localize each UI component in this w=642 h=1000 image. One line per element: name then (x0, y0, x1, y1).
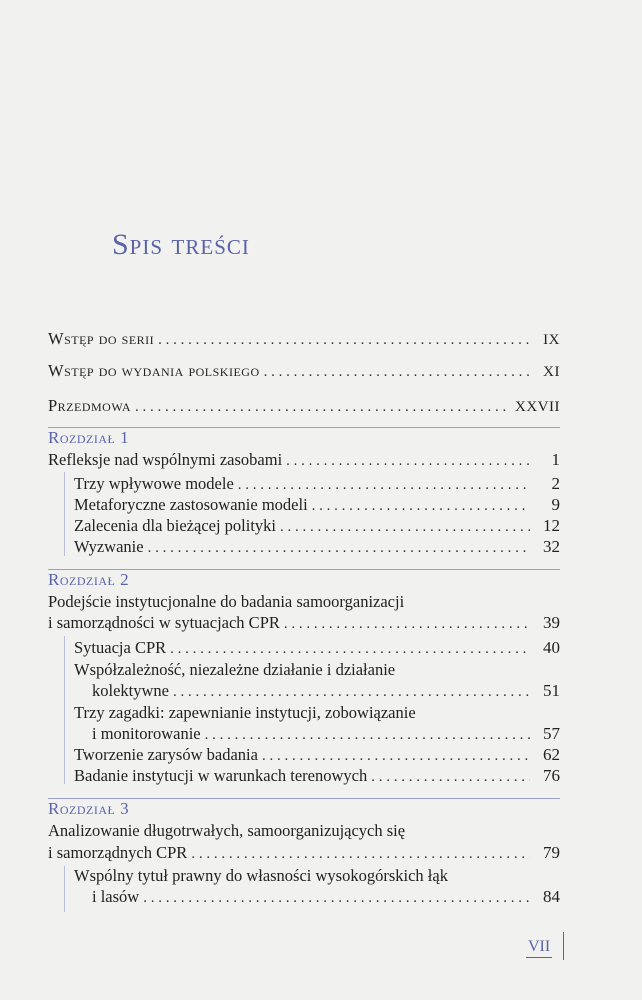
toc-entry-page: 40 (543, 638, 560, 657)
toc-entry-label: Współzależność, niezależne działanie i działanie (74, 660, 396, 679)
toc-entry-label: i lasów (92, 887, 140, 906)
section-rule (64, 636, 65, 784)
leader-dots (205, 724, 530, 745)
toc-entry-chapter-3[interactable] (48, 843, 560, 864)
toc-entry-label: i samorządności w sytuacjach CPR (48, 613, 280, 632)
toc-subentry[interactable] (74, 516, 560, 537)
toc-entry-page: 62 (543, 745, 560, 764)
toc-entry-label: kolektywne (92, 681, 169, 700)
toc-entry-page: 79 (543, 843, 560, 862)
toc-entry-page: 57 (543, 724, 560, 743)
leader-dots (264, 361, 530, 382)
toc-entry-front-2[interactable] (48, 361, 560, 382)
toc-entry-label: i samorządnych CPR (48, 843, 188, 862)
toc-subentry[interactable] (74, 638, 560, 659)
toc-entry-label: Wyzwanie (74, 537, 144, 556)
leader-dots (312, 495, 530, 516)
toc-subentry[interactable] (74, 537, 560, 558)
folio-rule (563, 932, 564, 960)
toc-entry-chapter-1[interactable] (48, 450, 560, 471)
leader-dots (280, 516, 530, 537)
toc-entry-label: Refleksje nad wspólnymi zasobami (48, 450, 283, 469)
leader-dots (143, 887, 530, 908)
toc-entry-page: 32 (543, 537, 560, 556)
chapter-heading-2: Rozdział 2 (48, 570, 130, 589)
toc-entry-label: Metaforyczne zastosowanie modeli (74, 495, 308, 514)
toc-entry-label: Sytuacja CPR (74, 638, 167, 657)
toc-entry-page: 39 (543, 613, 560, 632)
toc-entry-page: 84 (543, 887, 560, 906)
leader-dots (286, 450, 530, 471)
leader-dots (158, 329, 530, 350)
toc-subentry[interactable] (92, 724, 560, 745)
toc-entry-label: Przedmowa (48, 396, 132, 415)
page-number: VII (526, 938, 552, 958)
toc-entry-page: 51 (543, 681, 560, 700)
toc-entry-label: i monitorowanie (92, 724, 201, 743)
toc-entry-label: Trzy zagadki: zapewnianie instytucji, zobowiązanie (74, 703, 416, 722)
leader-dots (170, 638, 530, 659)
toc-entry-page: 9 (551, 495, 560, 514)
chapter-heading-3: Rozdział 3 (48, 799, 130, 818)
leader-dots (238, 474, 530, 495)
toc-entry-front-1[interactable] (48, 329, 560, 350)
leader-dots (371, 766, 530, 787)
toc-entry-page: 1 (551, 450, 560, 469)
section-rule (64, 472, 65, 556)
toc-subentry[interactable] (74, 745, 560, 766)
toc-entry-page: 12 (543, 516, 560, 535)
toc-entry-label: Wstęp do serii (48, 329, 155, 348)
toc-entry-chapter-2[interactable] (48, 613, 560, 634)
toc-entry-page: IX (543, 332, 560, 348)
toc-entry-label: Analizowanie długotrwałych, samoorganizujących się (48, 821, 406, 840)
toc-entry-label: Wstęp do wydania polskiego (48, 361, 260, 380)
toc-entry-label: Wspólny tytuł prawny do własności wysokogórskich łąk (74, 866, 448, 885)
toc-entry-page: 76 (543, 766, 560, 785)
toc-entry-page: XI (543, 364, 560, 380)
toc-subentry[interactable] (74, 474, 560, 495)
toc-entry-front-3[interactable] (48, 396, 560, 417)
toc-entry-label: Podejście instytucjonalne do badania samoorganizacji (48, 592, 405, 611)
chapter-heading-1: Rozdział 1 (48, 428, 130, 447)
leader-dots (135, 396, 511, 417)
section-rule (64, 866, 65, 912)
leader-dots (284, 613, 530, 634)
toc-entry-label: Tworzenie zarysów badania (74, 745, 258, 764)
toc-subentry[interactable] (92, 681, 560, 702)
leader-dots (262, 745, 530, 766)
leader-dots (173, 681, 530, 702)
toc-entry-label: Badanie instytucji w warunkach terenowych (74, 766, 368, 785)
toc-subentry[interactable] (74, 495, 560, 516)
toc-entry-label: Trzy wpływowe modele (74, 474, 234, 493)
toc-entry-label: Zalecenia dla bieżącej polityki (74, 516, 277, 535)
toc-subentry[interactable] (92, 887, 560, 908)
leader-dots (148, 537, 530, 558)
toc-subentry[interactable] (74, 766, 560, 787)
toc-entry-page: XXVII (515, 399, 560, 415)
page-title: Spis treści (112, 228, 250, 261)
toc-entry-page: 2 (551, 474, 560, 493)
leader-dots (191, 843, 530, 864)
